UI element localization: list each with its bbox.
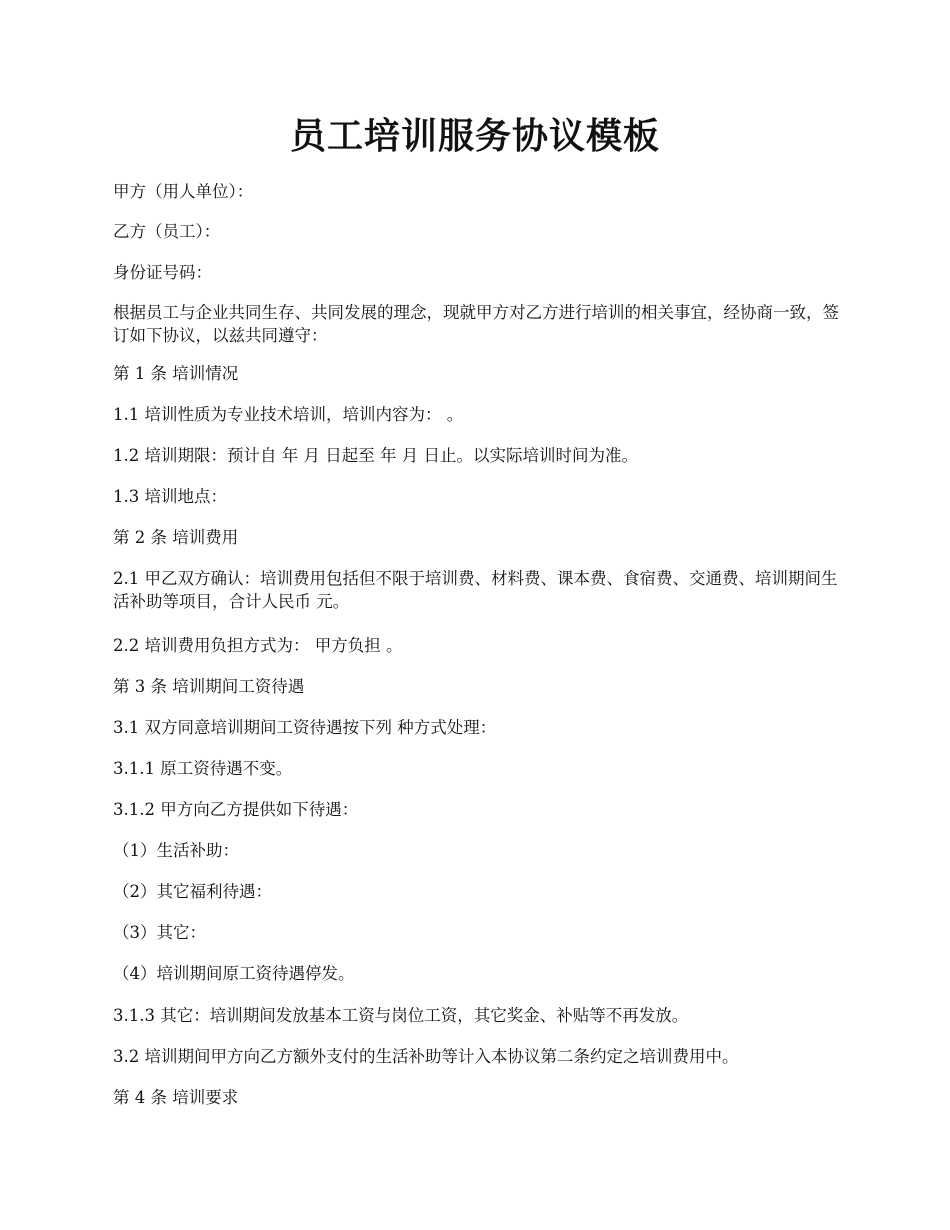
list-item-2: （2）其它福利待遇： [113, 882, 272, 901]
article-2-heading: 第 2 条 培训费用 [113, 528, 239, 547]
clause-3-1: 3.1 双方同意培训期间工资待遇按下列 种方式处理： [113, 718, 497, 737]
party-a-line: 甲方（用人单位）： [113, 182, 254, 201]
list-item-3: （3）其它： [113, 923, 206, 942]
document-title: 员工培训服务协议模板 [289, 115, 660, 157]
article-4-heading: 第 4 条 培训要求 [113, 1088, 239, 1107]
clause-2-1: 2.1 甲乙双方确认：培训费用包括但不限于培训费、材料费、课本费、食宿费、交通费、培训期间生活补助等项目，合计人民币 元。 [113, 569, 838, 611]
preamble-paragraph: 根据员工与企业共同生存、共同发展的理念，现就甲方对乙方进行培训的相关事宜，经协商一致，签订如下协议，以兹共同遵守： [113, 303, 839, 345]
id-number-line: 身份证号码： [113, 263, 212, 282]
clause-1-2: 1.2 培训期限：预计自 年 月 日起至 年 月 日止。以实际培训时间为准。 [113, 446, 638, 465]
list-item-1: （1）生活补助： [113, 841, 239, 860]
clause-3-1-3: 3.1.3 其它：培训期间发放基本工资与岗位工资，其它奖金、补贴等不再发放。 [113, 1006, 689, 1025]
list-item-4: （4）培训期间原工资待遇停发。 [113, 964, 355, 983]
article-1-heading: 第 1 条 培训情况 [113, 364, 239, 383]
clause-1-1: 1.1 培训性质为专业技术培训，培训内容为： 。 [113, 405, 464, 424]
article-3-heading: 第 3 条 培训期间工资待遇 [113, 677, 305, 696]
clause-3-2: 3.2 培训期间甲方向乙方额外支付的生活补助等计入本协议第二条约定之培训费用中。 [113, 1047, 739, 1066]
clause-3-1-1: 3.1.1 原工资待遇不变。 [113, 759, 293, 778]
clause-2-2: 2.2 培训费用负担方式为： 甲方负担 。 [113, 636, 403, 655]
clause-3-1-2: 3.1.2 甲方向乙方提供如下待遇： [113, 800, 359, 819]
party-b-line: 乙方（员工）： [113, 222, 221, 241]
clause-1-3: 1.3 培训地点： [113, 487, 227, 506]
